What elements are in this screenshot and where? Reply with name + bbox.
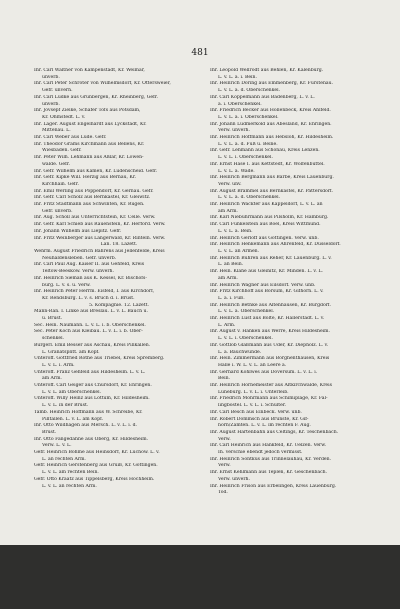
casualty-entry-line: Gefr. unverh. xyxy=(42,88,73,94)
casualty-entry-line: Verw. unverh. xyxy=(218,128,250,134)
casualty-entry-line: Ihr. Emil Werling aus Poppendorf, Kr. Gernau. Gefr. xyxy=(34,188,154,194)
casualty-entry-line: Ihr. Theodor Grams Kirchmann aus Bellens, Kr. xyxy=(34,141,145,147)
casualty-entry-line: L. v. L. a. d. Oberschenkel. xyxy=(218,88,281,94)
casualty-entry-line: schenkel. xyxy=(42,336,64,342)
casualty-entry-line: L. a. Bauchwunde. xyxy=(218,349,262,355)
casualty-entry-line: walde. Gefr. xyxy=(42,161,70,167)
section-heading: Lan. 18. Lazett. xyxy=(100,242,138,248)
casualty-entry-line: Kirchhain. Gefr. xyxy=(42,181,79,187)
casualty-entry-line: Ihr. Gefr. Wilhelm aus Kamen, Kr. Lüdenscheid. Gefr. xyxy=(34,168,158,174)
casualty-entry-line: L. v. L. a. i. Bein. xyxy=(218,74,257,80)
casualty-entry-line: Ihr. Johann Lüdmerkold aus Abesland, Kr. Ehringen. xyxy=(210,121,332,127)
casualty-entry-line: L. v. L. a. Bein. xyxy=(218,228,253,234)
casualty-entry-line: Ihr. Friedrich Becker aus Hollenbeck, Kreis Ahlfeld. xyxy=(210,108,331,114)
casualty-entry-line: Ihr. Carl Heinrich aus Hankfeld, Kr. Uelzen. Verw. xyxy=(210,443,327,449)
casualty-entry-line: Unteroff. Franz Gehfeld aus Hildesheim. L. v. L. xyxy=(34,369,146,375)
casualty-entry-line: Ihr. Heinrich Peter Herrm. Eisfeld, I. aus Kirchdorf, xyxy=(34,289,155,295)
casualty-entry-line: Bürgerl. Emil Besser aus Aschau, Kreis Pillkallen. xyxy=(34,342,151,348)
casualty-entry-line: Wiesbaden. Gefr. xyxy=(42,148,82,154)
casualty-entry-line: horn/Zamten. L. v. L. im rechten F. Aug. xyxy=(218,423,311,429)
casualty-entry-line: Ihr. Ernst Hase I. aus Kettstedt, Kr. Wolfenbüttel. xyxy=(210,161,325,167)
casualty-entry-line: L. v. L. i. Oberschenkel. xyxy=(218,336,273,342)
casualty-entry-line: Ihr. Johann Wilhelm aus Liepitz. Gefr. xyxy=(34,228,122,234)
casualty-entry-line: L. Arm. xyxy=(218,322,236,328)
casualty-entry-line: Ihr. Leopold Wellrodt aus Behlen, Kr. Kalenburg. xyxy=(210,68,324,73)
casualty-entry-line: Verw. L. v. L. xyxy=(42,443,72,449)
section-heading: 5. Kompagnie. 12. Lazett. xyxy=(89,302,149,308)
casualty-entry-line: L. v. L. a. d. Oberschenkel. xyxy=(218,195,281,201)
casualty-entry-line: Ihr. Heinrich Bühren aus Reher, Kr. Lauenburg. L. v. xyxy=(210,255,332,261)
casualty-entry-line: Ihr. Carl Köppelmann aus Badenberg, L. v. L. xyxy=(210,94,315,100)
casualty-entry-line: L. v. L. a. Oberschenkel. xyxy=(218,309,275,315)
casualty-entry-line: Ihr. Heinrich Sontkus aus Trinnelauhau, Kr. Verden. xyxy=(210,456,332,462)
casualty-entry-line: Ihr. Fritz Weinberger aus Langerwald, Kr. Rinteln. Verw. xyxy=(34,235,166,241)
casualty-entry-line: L. v. L. a. i. Oberschenkel. xyxy=(218,114,279,120)
casualty-entry-line: L. v. L. a. Wade. xyxy=(218,168,255,174)
casualty-entry-line: Ihr. Carl Lüdke aus Grünbergen, Kr. Rheinberg, Gefr. xyxy=(34,94,158,100)
casualty-entry-line: Ihr. Heinrich Henkemann aus Ahrenfeld, Kr. Düsseldorf. xyxy=(210,242,341,248)
casualty-entry-line: L. v. L. i. Oberschenkel. xyxy=(218,155,273,161)
casualty-entry-line: Ihr. Heinrich Wäckter aus Kappeldorf, L. v. L. an xyxy=(210,202,323,208)
casualty-entry-line: Ihr. Heinrich Gerloff aus Göttingen. Verw. unb. xyxy=(210,235,319,241)
casualty-entry-line: Halle i. W. L. v. L. an Leere a. xyxy=(218,362,287,368)
casualty-entry-line: Ihr. Fritz Stadtmann aus Schwinten, Kr. Rügen. xyxy=(34,202,145,208)
casualty-entry-line: Gefr. Otto Kraatz aus Tippelsberg, Kreis Hochheim. xyxy=(34,476,155,482)
casualty-entry-line: burg. L. v. s. u. Verw. xyxy=(42,282,91,288)
casualty-entry-line: Ihr. Gerhard Kohlwes aus Doversum. L. v. L. i. xyxy=(210,369,318,375)
casualty-entry-line: Ihr. Aug. Schöll aus Unterrichtstein, Kr. Celle. Verw. xyxy=(34,215,156,221)
casualty-entry-line: a. i. Oberschenkel. xyxy=(218,101,262,107)
casualty-entry-line: Ihr. Gefr. Kipke Will. Herzig aus Bernau, Kr. xyxy=(34,175,137,181)
casualty-entry-line: L. an rechten Arm. xyxy=(42,456,86,462)
casualty-entry-line: Lüneburg. L. v. L. i. Unterleib. xyxy=(218,389,289,395)
casualty-entry-line: Verw. xyxy=(218,436,231,442)
casualty-entry-line: Ihr. Carl Weber aus Lüde. Gefr. xyxy=(34,135,107,141)
casualty-entry-line: Ihr. Karl Niebuhrmann aus Pilsholm, Kr. Hamburg. xyxy=(210,215,329,221)
casualty-entry-line: Verw. xyxy=(218,463,231,469)
casualty-entry-line: Gefr. unverb. xyxy=(42,208,73,214)
casualty-entry-line: unverb. xyxy=(42,74,60,80)
casualty-entry-line: Brust. xyxy=(42,429,57,435)
casualty-entry-line: L. v. L. i. Arm. xyxy=(42,362,75,368)
casualty-entry-line: Ihr. Friedrich Möhrmann aus Schimiplage, Kr. Fal- xyxy=(210,396,328,402)
casualty-entry-line: Tamb. Heinrich Hoffmann aus W. Schreibe, Kr. xyxy=(34,409,143,415)
casualty-entry-line: Ihr. Gefr. Carl Scholz aus Bernkastel, Kr. Gleiwitz. xyxy=(34,195,151,201)
casualty-entry-line: Ih. verschie ebendt jedoch vermisst. xyxy=(218,450,303,456)
casualty-entry-line: Ihr. August Brammel aus Bernkastel, Kr. Pattersdorf. xyxy=(210,188,334,194)
casualty-entry-line: L. v. L. an rechten Arm. xyxy=(42,483,97,489)
casualty-entry-line: Gefr. Heinrich Gerstenberg aus Gruiß, Kr. Göttingen. xyxy=(34,463,158,469)
casualty-entry-line: L. v. L. an Armen. xyxy=(218,248,260,254)
casualty-entry-line: L. v. L. am rechten Bein. xyxy=(42,470,99,476)
casualty-entry-line: Ihr. August Hartenbahn aus Celtings, Kr. Teschenbach. xyxy=(210,429,339,435)
casualty-entry-line: Ihr. Heinrich Bergmann aus Barbe, Kreis Lauenburg. xyxy=(210,175,334,181)
casualty-entry-line: Ihr. Lager. August Engelhardt aus Lyckstadt, Kr. xyxy=(34,121,147,127)
casualty-entry-line: Ihr. Ernst Kehlmann aus Teplen, Kr. Geschenbach. xyxy=(210,470,328,476)
casualty-entry-line: L. v. L. in der Brust. xyxy=(42,403,89,409)
casualty-entry-line: Unteroff. Gottfried Rothe aus Triebel, Kreis Spremberg. xyxy=(34,356,165,362)
casualty-entry-line: Ihr. Hein. Zimmermann aus Borghenthausen, Kreis xyxy=(210,356,330,362)
casualty-entry-line: Teltow-Beeskow. Verw. unverh. xyxy=(42,269,114,275)
scan-background xyxy=(0,545,400,609)
casualty-entry-line: Unteroff. Carl Geiger aus Chursdorf, Kr. Ehringen. xyxy=(34,383,152,389)
page-number: 481 xyxy=(191,48,209,58)
casualty-entry-line: L. v. L. am Oberschenkel. xyxy=(42,389,102,395)
casualty-entry-line: Ihr. Jovsepf Zielke, Schäfer Tofs aus Potsdam, xyxy=(34,108,141,114)
casualty-entry-line: Ihr. Otto Wildhagen aus Mersch. L. v. L. i. d. xyxy=(34,423,138,429)
casualty-entry-line: Ihr. Heinrich Wagner aus Eilsdorf. Verw. unb. xyxy=(210,282,316,288)
casualty-entry-line: Ihr. Fritz Kirchhoff aus Borsum, Kr. Gifhorn. L. v. xyxy=(210,289,324,295)
casualty-entry-line: Bein. xyxy=(218,376,230,382)
casualty-entry-line: L. an Bein. xyxy=(218,262,244,268)
casualty-entry-line: L. Granatsplitt. am Kopf. xyxy=(42,349,100,355)
casualty-entry-line: Ihr. Heinrich Döring aus Emmenberg, Kr. Fürstenau. xyxy=(210,81,334,87)
casualty-entry-line: Ihr. August v. Hanken aus Werre, Kreis Hildesheim. xyxy=(210,329,330,335)
casualty-entry-line: Tod. xyxy=(218,490,228,496)
casualty-entry-line: Mann-Ran. I. Linke aus Breslau. L. v. L. Bauch u. xyxy=(34,309,148,315)
casualty-entry-line: Ihr. Robert Dommsch aus Brunste, Kr. Gif- xyxy=(210,416,309,422)
casualty-entry-line: L. a. i. Fuß. xyxy=(218,295,245,301)
casualty-entry-line: Ihr. Gefr. Karl Schieb aus Rauenstein, Kr. Herford. Verw. xyxy=(34,222,166,228)
casualty-entry-line: Verw. unverh. xyxy=(218,476,250,482)
casualty-entry-line: Sec. Hein. Naumann. L. v. L. i. b. Oberschenkel. xyxy=(34,322,146,328)
casualty-entry-line: L. v. L. a. d. Fuß u. Beine. xyxy=(218,141,278,147)
casualty-entry-line: Mittenau. L. xyxy=(42,128,71,134)
casualty-entry-line: u. Brust. xyxy=(42,316,63,322)
right-column xyxy=(210,68,380,497)
casualty-entry-line: Ihr. Heinrich Hoffmann aus Hebsloh, Kr. Hildesheim. xyxy=(210,135,334,141)
left-column xyxy=(34,68,204,490)
casualty-entry-line: Unteroff. Willy Heinz aus Lottum, Kr. Hildesheim. xyxy=(34,396,150,402)
casualty-entry-line: Ihr. Heinrich Frison aus Erbelingen, Kreis Lauenburg. xyxy=(210,483,337,489)
casualty-entry-line: Wehrm. August Friedrich Bährens aus Jellenfelde, Kreis xyxy=(34,248,165,254)
casualty-entry-line: Gefr. Heinrich Böhme aus Heinsdorf, Kr. Lüchow. L. v. xyxy=(34,450,160,456)
casualty-entry-line: Neuhaldensleben. Gefr. unverb. xyxy=(42,255,117,261)
casualty-entry-line: Ihr. Carl Paul Aug. Kaiser II. aus Gehfeld, Kreis xyxy=(34,262,145,268)
casualty-entry-line: Ihr. Peter Wilh. Lehmann aus Aßlar, Kr. Löwen- xyxy=(34,155,144,161)
casualty-entry-line: Kr. Ohmstedt. L. v. xyxy=(42,114,86,120)
casualty-entry-line: unverb. xyxy=(42,101,60,107)
casualty-entry-line: am Arm. xyxy=(42,376,62,382)
casualty-entry-line: am Arm. xyxy=(218,275,238,281)
casualty-entry-line: Ihr. Gefr. Lehmann aus Schönau, Kreis Lenzen. xyxy=(210,148,320,154)
casualty-entry-line: Ihr. Gottlob Glaßmann aus Uder, Kr. Diepholz. L. v. xyxy=(210,342,329,348)
casualty-entry-line: Verw. unv. xyxy=(218,181,242,187)
casualty-entry-line: Ihr. Otto Fangedahne aus Oberg, Kr. Hildesheim. xyxy=(34,436,149,442)
casualty-entry-line: am Arm. xyxy=(218,208,238,214)
casualty-entry-line: Ihr. Heinrich Hornemeister aus Altkirchwalde, Kreis xyxy=(210,383,332,389)
casualty-entry-line: Sec. Peter Koch aus Kleibau. L. v. L. i. b. Ober- xyxy=(34,329,143,335)
casualty-entry-line: Pilltallen. L. v. L. am Kopf. xyxy=(42,416,104,422)
casualty-entry-line: Ihr. Heinrich Sieman aus K. Kessel, Kr. Bischofs- xyxy=(34,275,147,281)
casualty-entry-line: Ihr. Carl Peter Schröter von Wilhelmsdorf, Kr. Ottersweier, xyxy=(34,81,171,87)
casualty-entry-line: Ihr. Hein. Klahe aus Gleinitz, Kr. Minden. L. v. L. xyxy=(210,269,323,275)
casualty-entry-line: lingbostel. L. v. L. i. Schulter. xyxy=(218,403,286,409)
casualty-entry-line: Ihr. Carl Fünkelstein aus Boel, Kreis Wittmund. xyxy=(210,222,321,228)
casualty-entry-line: Ihr. Heinrich Lust aus Bolte, Kr. Hallerstädt. L. v. xyxy=(210,316,325,322)
casualty-entry-line: Ihr. Heinrich Bethke aus Altenhausen, Kr. Burgdorf. xyxy=(210,302,331,308)
casualty-entry-line: Ihr. Carl Walther von Kampenstadt, Kr. Weimar, xyxy=(34,68,145,73)
casualty-entry-line: Ihr. Carl Besch aus Einbeck. Verw. unb. xyxy=(210,409,302,415)
casualty-entry-line: Kr. Rendsburg. L. v. s. Bruch d. i. Brust. xyxy=(42,295,135,301)
